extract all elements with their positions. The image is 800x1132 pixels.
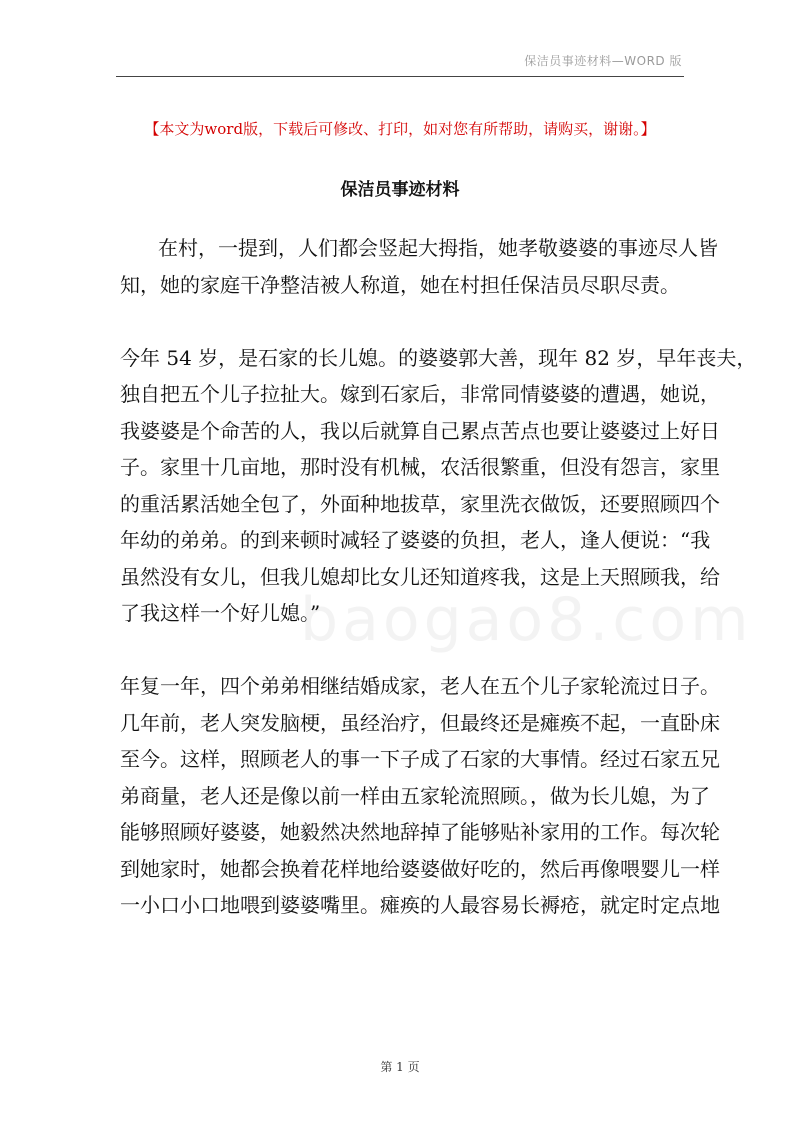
text-line: 我婆婆是个命苦的人，我以后就算自己累点苦点也要让婆婆过上好日: [120, 418, 720, 443]
text-line: 弟商量，老人还是像以前一样由五家轮流照顾。，做为长儿媳，为了: [120, 783, 710, 808]
text-line: 到她家时，她都会换着花样地给婆婆做好吃的，然后再像喂婴儿一样: [120, 856, 720, 881]
text-line: 一小口小口地喂到婆婆嘴里。瘫痪的人最容易长褥疮，就定时定点地: [120, 893, 720, 917]
document-title: 保洁员事迹材料: [340, 180, 460, 200]
header-divider: [116, 76, 684, 77]
text-line: 几年前，老人突发脑梗，虽经治疗，但最终还是瘫痪不起，一直卧床: [120, 710, 720, 735]
text-line: 子。家里十几亩地，那时没有机械，农活很繁重，但没有怨言，家里: [120, 455, 720, 479]
running-header: 保洁员事迹材料—WORD 版: [524, 54, 682, 68]
paragraph-gap: [120, 632, 686, 669]
document-body: [120, 230, 757, 924]
paragraph: [120, 230, 718, 303]
text-line: 知，她的家庭干净整洁被人称道，她在村担任保洁员尽职尽责。: [120, 272, 680, 297]
text-line: 的重活累活她全包了，外面种地拔草，家里洗衣做饭，还要照顾四个: [120, 491, 720, 516]
text-line: 虽然没有女儿，但我儿媳却比女儿还知道疼我，这是上天照顾我，给: [120, 564, 720, 589]
text-line: 至今。这样，照顾老人的事一下子成了石家的大事情。经过石家五兄: [120, 747, 720, 771]
download-notice: 【本文为word版，下载后可修改、打印，如对您有所帮助，请购买，谢谢。】: [144, 120, 656, 138]
text-line: 能够照顾好婆婆，她毅然决然地辞掉了能够贴补家用的工作。每次轮: [120, 820, 720, 844]
watermark: baogao8.com: [300, 585, 753, 655]
text-line: 独自把五个儿子拉扯大。嫁到石家后，非常同情婆婆的遭遇，她说，: [120, 382, 720, 406]
page-number: 第 1 页: [380, 1060, 420, 1074]
paragraph-gap: [120, 303, 686, 340]
text-line: 年幼的弟弟。的到来顿时减轻了婆婆的负担，老人，逢人便说：“我: [120, 528, 711, 552]
paragraph: [120, 340, 757, 632]
text-line: 了我这样一个好儿媳。”: [120, 601, 321, 625]
text-line: 在村，一提到，人们都会竖起大拇指，她孝敬婆婆的事迹尽人皆: [158, 236, 718, 260]
text-line: 今年 54 岁，是石家的长儿媳。的婆婆郭大善，现年 82 岁，早年丧夫，: [120, 345, 757, 370]
text-line: 年复一年，四个弟弟相继结婚成家，老人在五个儿子家轮流过日子。: [120, 674, 720, 698]
paragraph: [120, 668, 720, 924]
